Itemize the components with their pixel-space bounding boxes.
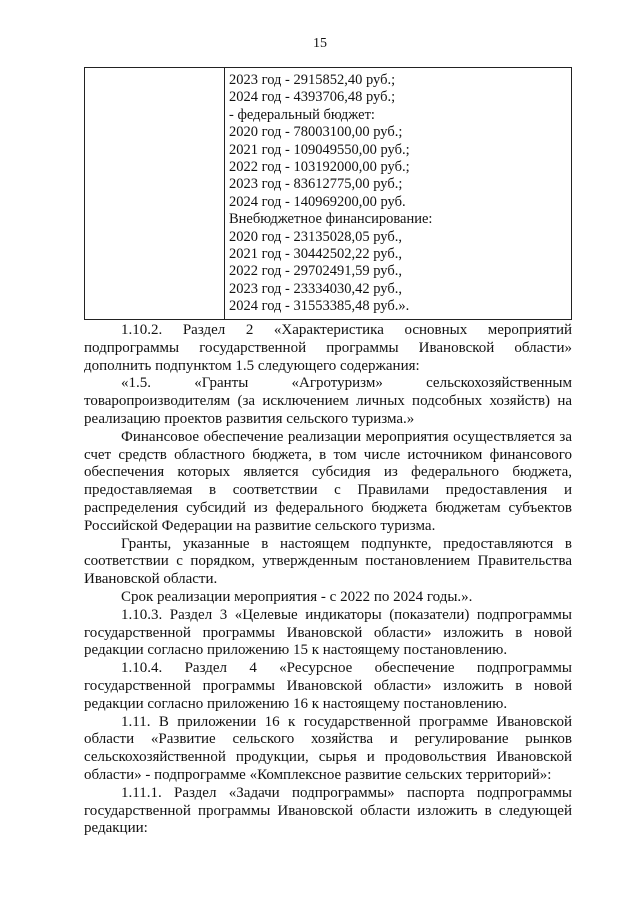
paragraph-1-10-4: 1.10.4. Раздел 4 «Ресурсное обеспечение подпрограммы государственной программы Ивановской области» изложить в новой редакции согласно приложению 16 к настоящему постановлению. bbox=[84, 660, 572, 712]
paragraph-1-10-3: 1.10.3. Раздел 3 «Целевые индикаторы (показатели) подпрограммы государственной программы Ивановской области» изложить в новой редакции согласно приложению 15 к настоящему постановлению. bbox=[84, 606, 572, 659]
funding-line: - федеральный бюджет: bbox=[229, 106, 375, 123]
funding-line: 2024 год - 140969200,00 руб. bbox=[229, 193, 406, 210]
paragraph-1-5-quote: «1.5. «Гранты «Агротуризм» сельскохозяйственным товаропроизводителям (за исключением личных подсобных хозяйств) на реализацию проектов развития сельского туризма.» bbox=[84, 375, 572, 427]
funding-line: 2022 год - 103192000,00 руб.; bbox=[229, 159, 410, 176]
funding-line: 2023 год - 23334030,42 руб., bbox=[229, 280, 402, 297]
funding-line: Внебюджетное финансирование: bbox=[229, 211, 433, 228]
funding-line: 2022 год - 29702491,59 руб., bbox=[229, 263, 402, 280]
paragraph-term: Срок реализации мероприятия - с 2022 по 2024 годы.». bbox=[121, 588, 473, 605]
funding-line: 2023 год - 83612775,00 руб.; bbox=[229, 176, 403, 193]
funding-line: 2020 год - 78003100,00 руб.; bbox=[229, 124, 403, 141]
paragraph-grants: Гранты, указанные в настоящем подпункте, предоставляются в соответствии с порядком, утвержденным постановлением Правительства Ивановской области. bbox=[84, 535, 572, 588]
table-left-cell bbox=[85, 68, 225, 319]
paragraph-financing: Финансовое обеспечение реализации мероприятия осуществляется за счет средств областного бюджета, в том числе источником финансового обеспечения которых является субсидия из федерального бюджета, предоставляемая в соответствии с Правилами предоставления и распределения субсидий из федерального бюджета бюджетам субъектов Российской Федерации на развитие сельского туризма. bbox=[84, 428, 572, 534]
document-body bbox=[84, 322, 572, 838]
paragraph-1-11: 1.11. В приложении 16 к государственной программе Ивановской области «Развитие сельского хозяйства и регулирование рынков сельскохозяйственной продукции, сырья и продовольствия Ивановской области» - подпрограмме «Комплексное развитие сельских территорий»: bbox=[84, 713, 572, 783]
funding-line: 2024 год - 31553385,48 руб.». bbox=[229, 298, 410, 315]
funding-line: 2024 год - 4393706,48 руб.; bbox=[229, 89, 396, 106]
funding-line: 2021 год - 109049550,00 руб.; bbox=[229, 141, 410, 158]
table-right-cell bbox=[225, 68, 571, 319]
funding-table bbox=[84, 67, 572, 320]
page-number: 15 bbox=[313, 36, 327, 51]
paragraph-1-11-1: 1.11.1. Раздел «Задачи подпрограммы» паспорта подпрограммы государственной программы Ивановской области изложить в следующей редакции: bbox=[84, 784, 572, 837]
funding-line: 2023 год - 2915852,40 руб.; bbox=[229, 72, 396, 88]
funding-line: 2021 год - 30442502,22 руб., bbox=[229, 246, 402, 263]
funding-line: 2020 год - 23135028,05 руб., bbox=[229, 228, 402, 245]
paragraph-1-10-2: 1.10.2. Раздел 2 «Характеристика основных мероприятий подпрограммы государственной программы Ивановской области» дополнить подпунктом 1.5 следующего содержания: bbox=[84, 322, 572, 374]
